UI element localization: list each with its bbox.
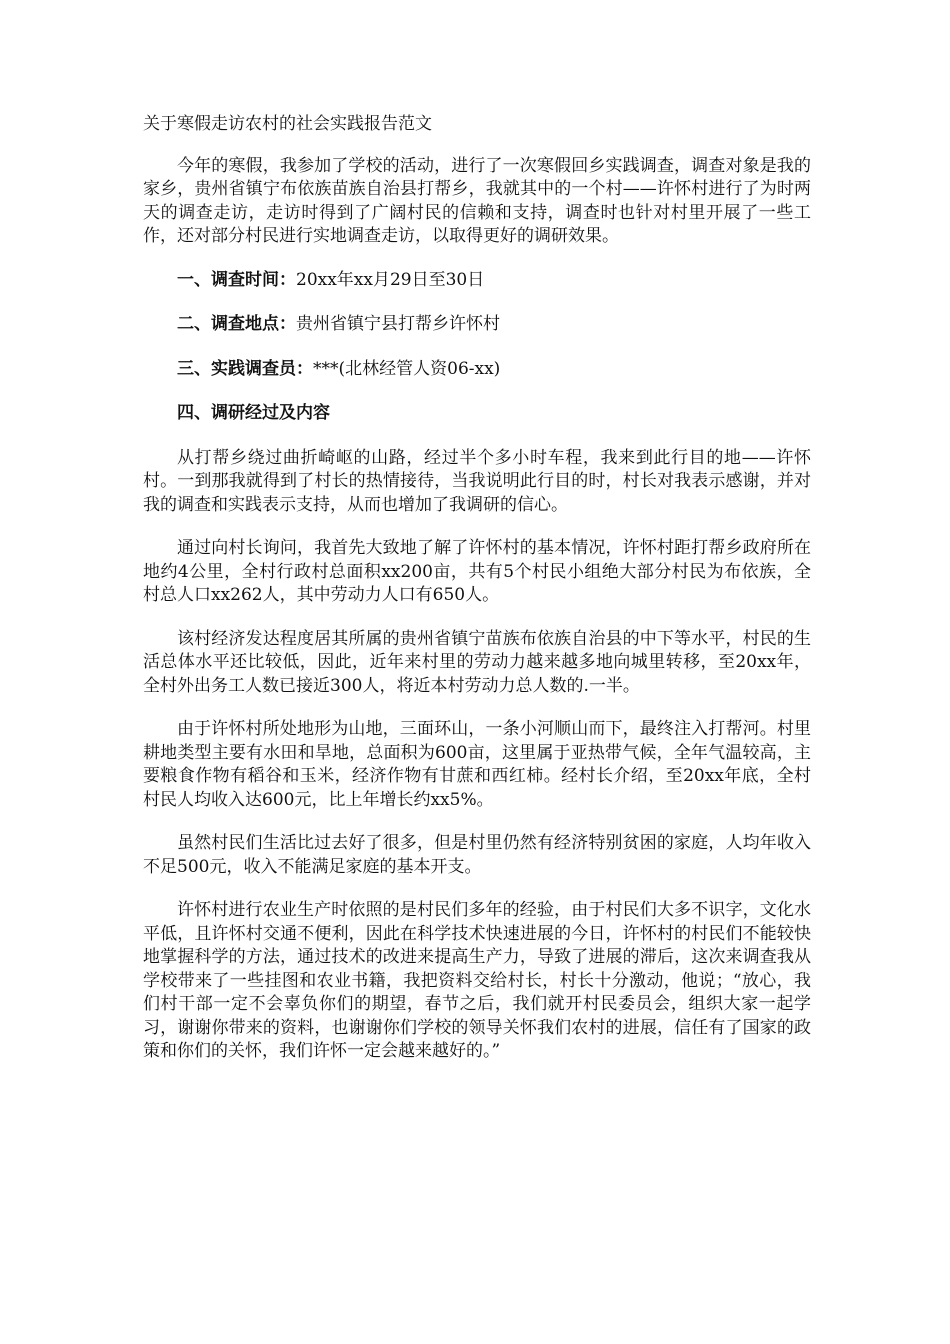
intro-paragraph: 今年的寒假，我参加了学校的活动，进行了一次寒假回乡实践调查，调查对象是我的家乡，贵州省镇宁布依族苗族自治县打帮乡，我就其中的一个村——许怀村进行了为时两天的调查走访，走访时得到了广阔村民的信赖和支持，调查时也针对村里开展了一些工作，还对部分村民进行实地调查走访，以取得更好的调研效果。 xyxy=(143,155,811,246)
section-survey-time xyxy=(143,269,811,293)
section-value: ***(北林经管人资06-xx) xyxy=(313,358,501,379)
section-label: 三、实践调查员： xyxy=(177,358,313,379)
section-label: 一、调查时间： xyxy=(177,269,296,290)
body-paragraph: 从打帮乡绕过曲折崎岖的山路，经过半个多小时车程，我来到此行目的地——许怀村。一到那我就得到了村长的热情接待，当我说明此行目的时，村长对我表示感谢，并对我的调查和实践表示支持，从而也增加了我调研的信心。 xyxy=(143,447,811,515)
section-label: 四、调研经过及内容 xyxy=(177,403,330,423)
section-survey-location xyxy=(143,313,811,337)
body-paragraph: 由于许怀村所处地形为山地，三面环山，一条小河顺山而下，最终注入打帮河。村里耕地类型主要有水田和旱地，总面积为600亩，这里属于亚热带气候，全年气温较高，主要粮食作物有稻谷和玉米，经济作物有甘蔗和西红柿。经村长介绍，至20xx年底，全村村民人均收入达600元，比上年增长约xx5%。 xyxy=(143,719,811,810)
section-label: 二、调查地点： xyxy=(177,314,296,334)
body-paragraph: 虽然村民们生活比过去好了很多，但是村里仍然有经济特别贫困的家庭，人均年收入不足500元，收入不能满足家庭的基本开支。 xyxy=(143,833,811,877)
section-value: 20xx年xx月29日至30日 xyxy=(296,269,485,290)
section-value: 贵州省镇宁县打帮乡许怀村 xyxy=(296,314,500,334)
document-page xyxy=(143,113,811,1084)
body-paragraph: 通过向村长询问，我首先大致地了解了许怀村的基本情况，许怀村距打帮乡政府所在地约4公里，全村行政村总面积xx200亩，共有5个村民小组绝大部分村民为布依族，全村总人口xx262人，其中劳动力人口有650人。 xyxy=(143,538,811,605)
section-process-heading xyxy=(143,402,811,426)
document-title: 关于寒假走访农村的社会实践报告范文 xyxy=(143,114,432,134)
section-surveyor xyxy=(143,358,811,382)
body-paragraph: 许怀村进行农业生产时依照的是村民们多年的经验，由于村民们大多不识字，文化水平低，且许怀村交通不便利，因此在科学技术快速进展的今日，许怀村的村民们不能较快地掌握科学的方法，通过技术的改进来提高生产力，导致了进展的滞后，这次来调查我从学校带来了一些挂图和农业书籍，我把资料交给村长，村长十分激动，他说；“放心，我们村干部一定不会辜负你们的期望，春节之后，我们就开村民委员会，组织大家一起学习，谢谢你带来的资料，也谢谢你们学校的领导关怀我们农村的进展，信任有了国家的政策和你们的关怀，我们许怀一定会越来越好的。” xyxy=(143,900,811,1061)
body-paragraph: 该村经济发达程度居其所属的贵州省镇宁苗族布依族自治县的中下等水平，村民的生活总体水平还比较低，因此，近年来村里的劳动力越来越多地向城里转移，至20xx年，全村外出务工人数已接近300人，将近本村劳动力总人数的.一半。 xyxy=(143,628,811,696)
